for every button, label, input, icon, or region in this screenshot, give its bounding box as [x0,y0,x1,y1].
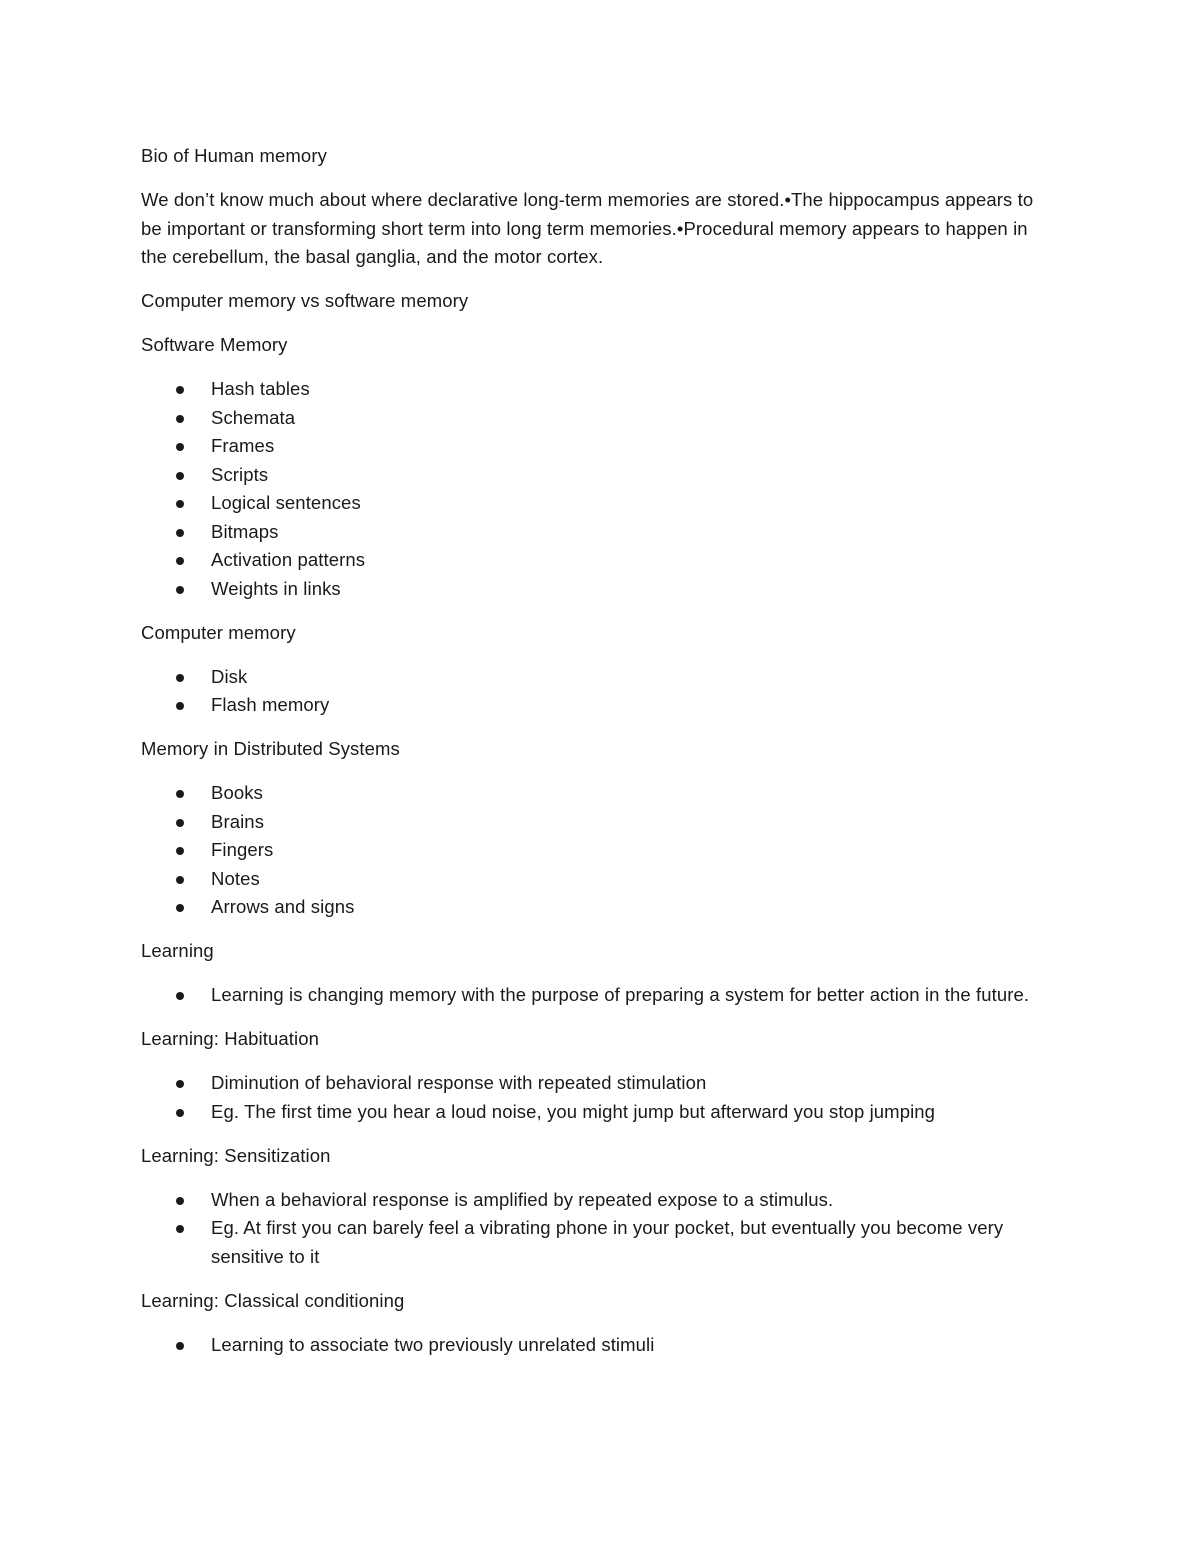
bullet-icon [176,386,184,394]
list-item [141,1214,1056,1271]
list-item [141,1098,1056,1127]
list-item [141,432,1056,461]
list-item [141,489,1056,518]
list-item [141,1331,1056,1360]
list-item [141,836,1056,865]
list-item-text: Notes [211,867,260,889]
list-item-text: Flash memory [211,694,330,715]
sections-container [141,287,1056,1359]
section-heading: Memory in Distributed Systems [141,738,400,759]
bullet-icon [176,1225,184,1233]
bullet-icon [176,500,184,508]
list-item-text: Diminution of behavioral response with repeated stimulation [211,1072,707,1093]
list-item [141,779,1056,808]
list-item [141,1069,1056,1098]
list-item [141,404,1056,433]
section-heading: Computer memory [141,621,296,643]
list-item-text: Learning to associate two previously unrelated stimuli [211,1333,655,1355]
bullet-icon [176,876,184,884]
list-item-text: Hash tables [211,378,310,399]
section-heading: Learning: Sensitization [141,1144,331,1166]
section-heading: Learning: Habituation [141,1028,319,1049]
list-item [141,1186,1056,1215]
list-item-text: Arrows and signs [211,896,355,917]
list-item-text: Learning is changing memory with the purpose of preparing a system for better action in the future. [211,984,1030,1005]
section-heading: Software Memory [141,334,288,355]
bullet-icon [176,1109,184,1117]
bullet-icon [176,702,184,710]
list-item-text: Books [211,782,263,803]
list-item [141,865,1056,894]
bullet-icon [176,557,184,565]
bullet-icon [176,586,184,594]
bullet-icon [176,1197,184,1205]
bullet-icon [176,529,184,537]
list-item [141,546,1056,575]
bullet-icon [176,674,184,682]
bullet-icon [176,443,184,451]
bullet-list [141,779,1056,922]
bullet-icon [176,472,184,480]
list-item [141,981,1056,1010]
bullet-list [141,1186,1056,1272]
bullet-list [141,375,1056,603]
list-item [141,461,1056,490]
list-item [141,808,1056,837]
bullet-list [141,663,1056,720]
list-item-text: When a behavioral response is amplified by repeated expose to a stimulus. [211,1188,834,1210]
list-item-text: Frames [211,435,275,456]
bullet-icon [176,847,184,855]
bullet-icon [176,415,184,423]
list-item-text: Scripts [211,463,269,485]
list-item-text: Fingers [211,839,274,860]
bullet-icon [176,1080,184,1088]
bullet-icon [176,904,184,912]
list-item-text: Schemata [211,406,296,428]
bullet-list [141,1069,1056,1126]
bullet-icon [176,790,184,798]
bullet-list [141,1331,1056,1360]
list-item [141,691,1056,720]
list-item [141,893,1056,922]
list-item [141,518,1056,547]
intro-paragraph: We don’t know much about where declarative long-term memories are stored.•The hippocampus appears to be important or transforming short term into long term memories.•Procedural memory appears to happen in the cerebellum, the basal ganglia, and the motor cortex. [141,189,1034,267]
bullet-list [141,981,1056,1010]
list-item-text: Logical sentences [211,492,361,513]
list-item-text: Disk [211,665,248,687]
list-item-text: Activation patterns [211,549,366,570]
list-item [141,375,1056,404]
document-title: Bio of Human memory [141,145,327,166]
list-item [141,663,1056,692]
list-item-text: Brains [211,810,265,832]
bullet-icon [176,992,184,1000]
section-heading: Learning [141,940,214,961]
section-heading: Computer memory vs software memory [141,290,469,311]
document-page [141,142,1056,1375]
list-item-text: Bitmaps [211,520,279,542]
list-item [141,575,1056,604]
list-item-text: Eg. The first time you hear a loud noise, you might jump but afterward you stop jumping [211,1100,936,1122]
bullet-icon [176,1342,184,1350]
bullet-icon [176,819,184,827]
section-heading: Learning: Classical conditioning [141,1289,405,1311]
list-item-text: Eg. At first you can barely feel a vibrating phone in your pocket, but eventually you become very sensitive to it [211,1217,1004,1267]
list-item-text: Weights in links [211,577,341,599]
